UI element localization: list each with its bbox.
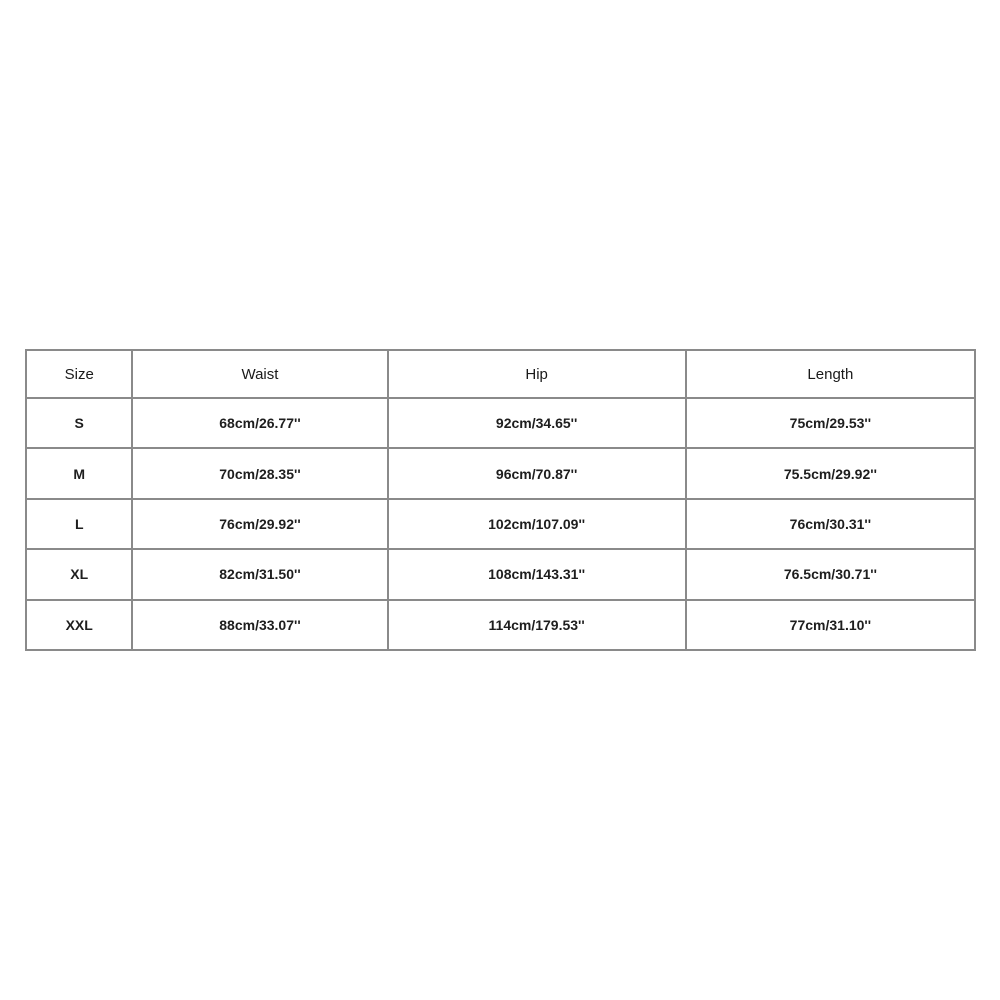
table-row bbox=[26, 499, 975, 549]
cell-hip: 102cm/107.09'' bbox=[388, 499, 686, 549]
header-length: Length bbox=[686, 350, 975, 398]
cell-length: 75.5cm/29.92'' bbox=[686, 448, 975, 498]
table-row bbox=[26, 600, 975, 650]
cell-size: L bbox=[26, 499, 132, 549]
cell-length: 76cm/30.31'' bbox=[686, 499, 975, 549]
size-chart-table bbox=[25, 349, 976, 651]
cell-length: 75cm/29.53'' bbox=[686, 398, 975, 448]
cell-hip: 96cm/70.87'' bbox=[388, 448, 686, 498]
cell-size: M bbox=[26, 448, 132, 498]
cell-waist: 88cm/33.07'' bbox=[132, 600, 387, 650]
table-header-row bbox=[26, 350, 975, 398]
cell-waist: 76cm/29.92'' bbox=[132, 499, 387, 549]
table-row bbox=[26, 398, 975, 448]
table-row bbox=[26, 549, 975, 599]
cell-length: 76.5cm/30.71'' bbox=[686, 549, 975, 599]
table-row bbox=[26, 448, 975, 498]
cell-size: XXL bbox=[26, 600, 132, 650]
cell-waist: 68cm/26.77'' bbox=[132, 398, 387, 448]
cell-size: XL bbox=[26, 549, 132, 599]
cell-hip: 108cm/143.31'' bbox=[388, 549, 686, 599]
header-waist: Waist bbox=[132, 350, 387, 398]
cell-waist: 70cm/28.35'' bbox=[132, 448, 387, 498]
cell-hip: 92cm/34.65'' bbox=[388, 398, 686, 448]
cell-hip: 114cm/179.53'' bbox=[388, 600, 686, 650]
cell-waist: 82cm/31.50'' bbox=[132, 549, 387, 599]
cell-size: S bbox=[26, 398, 132, 448]
header-size: Size bbox=[26, 350, 132, 398]
cell-length: 77cm/31.10'' bbox=[686, 600, 975, 650]
header-hip: Hip bbox=[388, 350, 686, 398]
